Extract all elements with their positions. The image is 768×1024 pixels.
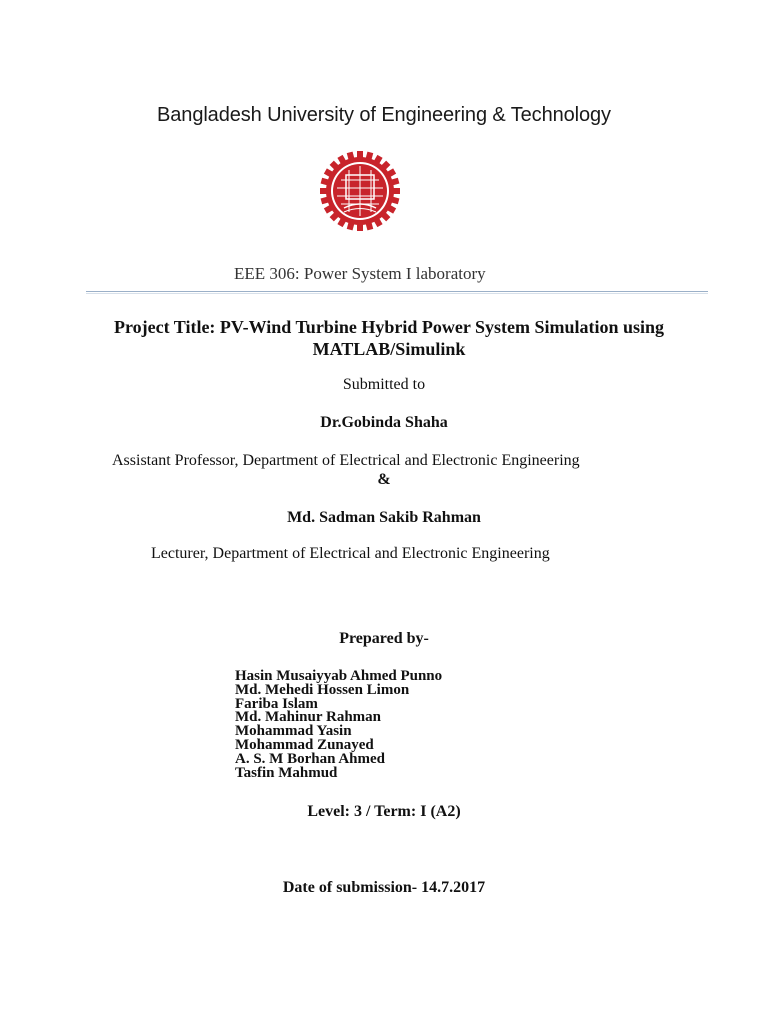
member-name: Md. Mehedi Hossen Limon	[235, 681, 410, 698]
ampersand: &	[377, 471, 391, 488]
header-divider-shadow	[86, 293, 708, 294]
submitted-to-label: Submitted to	[342, 376, 426, 393]
supervisor2-role: Lecturer, Department of Electrical and Electronic Engineering	[151, 545, 550, 562]
member-name: Md. Mahinur Rahman	[235, 709, 382, 726]
project-title-line2: MATLAB/Simulink	[312, 339, 466, 359]
member-name: Mohammad Yasin	[235, 723, 352, 740]
member-name: Hasin Musaiyyab Ahmed Punno	[235, 668, 443, 684]
member-list	[235, 670, 442, 780]
member-name: Mohammad Zunayed	[235, 736, 374, 753]
supervisor2-name: Md. Sadman Sakib Rahman	[287, 509, 481, 526]
supervisor1-role: Assistant Professor, Department of Electrical and Electronic Engineering	[112, 452, 580, 469]
project-title-line1: Project Title: PV-Wind Turbine Hybrid Power System Simulation using	[113, 317, 665, 337]
supervisor1-name: Dr.Gobinda Shaha	[320, 414, 448, 431]
university-name: Bangladesh University of Engineering & Technology	[157, 104, 611, 126]
buet-seal-icon	[319, 150, 401, 232]
member-name: A. S. M Borhan Ahmed	[235, 750, 386, 767]
member-name: Fariba Islam	[235, 695, 318, 712]
level-term: Level: 3 / Term: I (A2)	[307, 803, 461, 820]
member-name: Tasfin Mahmud	[235, 764, 338, 781]
submission-date: Date of submission- 14.7.2017	[282, 879, 486, 896]
course-name: EEE 306: Power System I laboratory	[234, 264, 486, 283]
project-title	[84, 316, 694, 360]
header-divider	[86, 291, 708, 292]
prepared-by-heading: Prepared by-	[339, 630, 429, 647]
